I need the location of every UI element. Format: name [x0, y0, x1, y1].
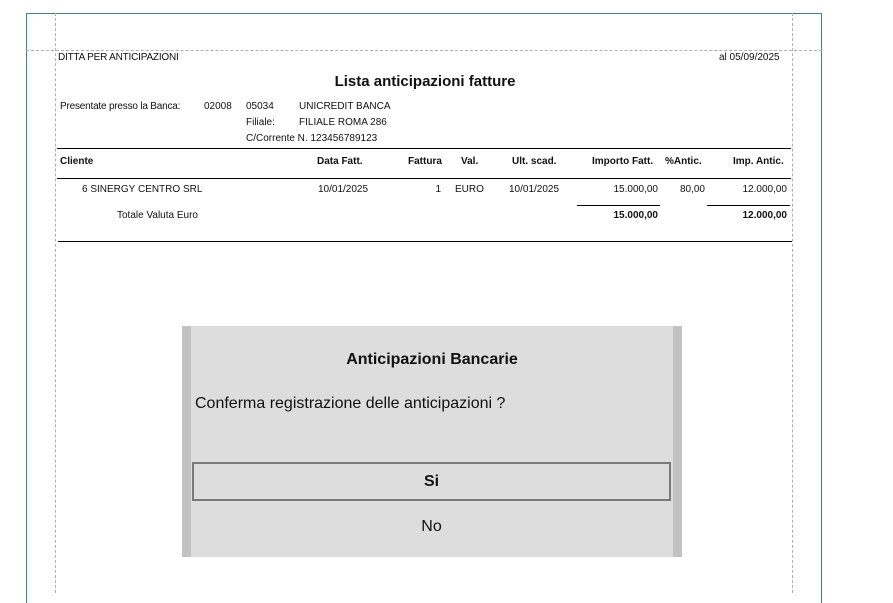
no-button[interactable]: No — [421, 518, 442, 535]
subtotal-rule-importo — [577, 205, 660, 206]
report-date: al 05/09/2025 — [719, 52, 780, 63]
totals-bottom-rule — [58, 241, 792, 242]
report-title: Lista anticipazioni fatture — [334, 73, 516, 90]
row-imp-antic: 12.000,00 — [742, 184, 787, 195]
table-header-top-rule — [57, 148, 791, 149]
subtotal-rule-imp-antic — [707, 205, 790, 206]
row-cliente: 6 SINERGY CENTRO SRL — [82, 184, 203, 195]
confirm-dialog — [182, 326, 682, 557]
col-header-imp-antic: Imp. Antic. — [733, 156, 784, 167]
company-name: DITTA PER ANTICIPAZIONI — [58, 52, 179, 63]
dialog-message: Conferma registrazione delle anticipazioni ? — [195, 395, 506, 412]
row-fattura: 1 — [435, 184, 441, 195]
row-data-fatt: 10/01/2025 — [318, 184, 369, 195]
col-header-importo: Importo Fatt. — [592, 156, 654, 167]
totals-imp-antic: 12.000,00 — [742, 210, 787, 221]
bank-cab: 05034 — [246, 101, 274, 112]
col-header-cliente: Cliente — [60, 156, 94, 167]
bank-account: C/Corrente N. 123456789123 — [246, 133, 378, 144]
row-val: EURO — [455, 184, 484, 195]
bank-presented-label: Presentate presso la Banca: — [60, 101, 181, 112]
totals-importo: 15.000,00 — [613, 210, 658, 221]
bank-abi: 02008 — [204, 101, 232, 112]
row-ult-scad: 10/01/2025 — [509, 184, 560, 195]
col-header-fattura: Fattura — [408, 156, 442, 167]
col-header-val: Val. — [461, 156, 479, 167]
bank-name: UNICREDIT BANCA — [299, 101, 391, 112]
yes-button[interactable]: Si — [192, 462, 671, 501]
totals-label: Totale Valuta Euro — [117, 210, 198, 221]
row-importo: 15.000,00 — [613, 184, 658, 195]
filiale-label: Filiale: — [246, 117, 275, 128]
row-perc-antic: 80,00 — [679, 184, 705, 195]
table-header-bottom-rule — [57, 178, 791, 179]
dialog-title: Anticipazioni Bancarie — [346, 351, 518, 368]
col-header-perc-antic: %Antic. — [665, 156, 702, 167]
col-header-data-fatt: Data Fatt. — [317, 156, 363, 167]
col-header-ult-scad: Ult. scad. — [512, 156, 557, 167]
filiale-value: FILIALE ROMA 286 — [299, 117, 387, 128]
